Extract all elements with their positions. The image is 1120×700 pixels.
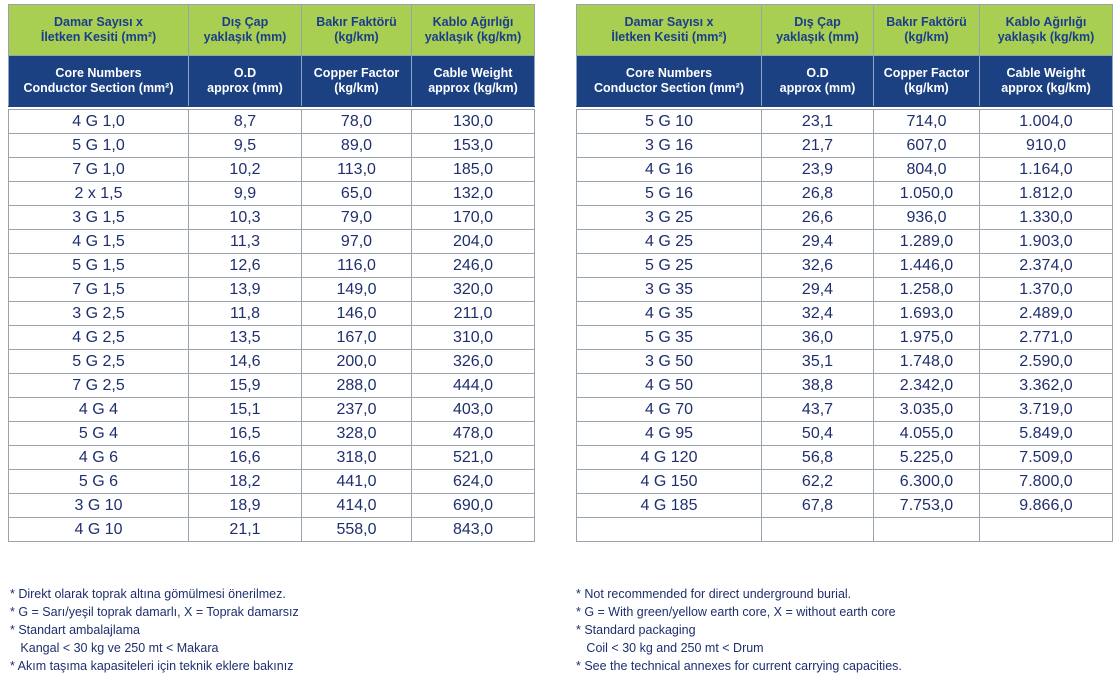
note-line: Coil < 30 kg and 250 mt < Drum: [576, 641, 764, 655]
cell-cable-weight: 521,0: [412, 446, 535, 470]
cell-outer-diameter: 9,9: [189, 182, 302, 206]
cell-core-section: 5 G 35: [577, 326, 762, 350]
notes-turkish: [10, 585, 299, 675]
table-row: [577, 446, 1113, 470]
cell-copper-factor: 7.753,0: [874, 494, 980, 518]
cell-core-section: 4 G 4: [9, 398, 189, 422]
table-row: [577, 422, 1113, 446]
table-row: [9, 470, 535, 494]
note-line: Kangal < 30 kg ve 250 mt < Makara: [10, 641, 219, 655]
cell-copper-factor: 79,0: [302, 206, 412, 230]
table-row: [577, 158, 1113, 182]
table-row: [9, 158, 535, 182]
cell-copper-factor: 1.975,0: [874, 326, 980, 350]
cell-cable-weight: 170,0: [412, 206, 535, 230]
cell-outer-diameter: 29,4: [762, 278, 874, 302]
cell-cable-weight: 310,0: [412, 326, 535, 350]
note-line: * Standard packaging: [576, 623, 696, 637]
cell-cable-weight: 478,0: [412, 422, 535, 446]
table-row: [9, 422, 535, 446]
cell-cable-weight: 130,0: [412, 110, 535, 134]
cell-outer-diameter: 10,3: [189, 206, 302, 230]
table-row: [577, 302, 1113, 326]
cell-cable-weight: 3.362,0: [980, 374, 1113, 398]
table-body-left: [9, 110, 535, 542]
note-line: * Standart ambalajlama: [10, 623, 140, 637]
cell-cable-weight: 690,0: [412, 494, 535, 518]
cell-core-section: 4 G 16: [577, 158, 762, 182]
header-outer-diameter-tr: Dış Çap yaklaşık (mm): [762, 5, 874, 56]
cell-cable-weight: 7.509,0: [980, 446, 1113, 470]
table-row: [577, 350, 1113, 374]
table-row: [9, 110, 535, 134]
cell-core-section: 4 G 6: [9, 446, 189, 470]
cell-cable-weight: 204,0: [412, 230, 535, 254]
header-core-section-tr: Damar Sayısı x İletken Kesiti (mm²): [9, 5, 189, 56]
cell-outer-diameter: 26,8: [762, 182, 874, 206]
cell-copper-factor: 558,0: [302, 518, 412, 542]
table-row: [577, 206, 1113, 230]
cell-outer-diameter: 23,9: [762, 158, 874, 182]
cell-copper-factor: 5.225,0: [874, 446, 980, 470]
cell-outer-diameter: 11,8: [189, 302, 302, 326]
table-row: [9, 302, 535, 326]
header-copper-factor-en: Copper Factor (kg/km): [302, 56, 412, 107]
note-line: * G = With green/yellow earth core, X = without earth core: [576, 605, 896, 619]
cell-copper-factor: 89,0: [302, 134, 412, 158]
note-line: * G = Sarı/yeşil toprak damarlı, X = Toprak damarsız: [10, 605, 299, 619]
table-row: [577, 326, 1113, 350]
cell-cable-weight: 2.771,0: [980, 326, 1113, 350]
cell-cable-weight: 1.903,0: [980, 230, 1113, 254]
cell-core-section: 7 G 1,0: [9, 158, 189, 182]
table-row: [9, 254, 535, 278]
table-row: [577, 374, 1113, 398]
cell-outer-diameter: 21,1: [189, 518, 302, 542]
cell-outer-diameter: 62,2: [762, 470, 874, 494]
header-row-turkish: [577, 5, 1113, 56]
cell-outer-diameter: 14,6: [189, 350, 302, 374]
cell-outer-diameter: 32,4: [762, 302, 874, 326]
cell-cable-weight: 444,0: [412, 374, 535, 398]
cell-core-section: [577, 518, 762, 542]
cell-cable-weight: 624,0: [412, 470, 535, 494]
note-line: * See the technical annexes for current carrying capacities.: [576, 659, 902, 673]
table-row: [9, 374, 535, 398]
cell-core-section: 5 G 4: [9, 422, 189, 446]
cell-cable-weight: 2.590,0: [980, 350, 1113, 374]
table-row: [577, 110, 1113, 134]
table-row: [577, 254, 1113, 278]
cell-core-section: 7 G 1,5: [9, 278, 189, 302]
cell-copper-factor: 78,0: [302, 110, 412, 134]
cell-core-section: 4 G 1,5: [9, 230, 189, 254]
cell-outer-diameter: 43,7: [762, 398, 874, 422]
cell-outer-diameter: 18,9: [189, 494, 302, 518]
header-row-english: [577, 56, 1113, 107]
cell-copper-factor: 607,0: [874, 134, 980, 158]
table-row: [9, 518, 535, 542]
table-row: [9, 134, 535, 158]
cell-core-section: 4 G 150: [577, 470, 762, 494]
table-row: [577, 134, 1113, 158]
table-row: [9, 494, 535, 518]
cell-core-section: 5 G 6: [9, 470, 189, 494]
cell-cable-weight: 185,0: [412, 158, 535, 182]
cell-core-section: 4 G 50: [577, 374, 762, 398]
cell-outer-diameter: 21,7: [762, 134, 874, 158]
cell-core-section: 3 G 10: [9, 494, 189, 518]
table-row: [9, 350, 535, 374]
cell-outer-diameter: 15,9: [189, 374, 302, 398]
cell-cable-weight: 3.719,0: [980, 398, 1113, 422]
cell-copper-factor: 441,0: [302, 470, 412, 494]
cell-core-section: 3 G 16: [577, 134, 762, 158]
cell-core-section: 4 G 1,0: [9, 110, 189, 134]
cell-core-section: 7 G 2,5: [9, 374, 189, 398]
header-core-section-tr: Damar Sayısı x İletken Kesiti (mm²): [577, 5, 762, 56]
table-row: [577, 470, 1113, 494]
cell-cable-weight: 246,0: [412, 254, 535, 278]
cell-cable-weight: 843,0: [412, 518, 535, 542]
cell-copper-factor: 1.446,0: [874, 254, 980, 278]
cell-core-section: 5 G 2,5: [9, 350, 189, 374]
table-row: [577, 182, 1113, 206]
cell-cable-weight: 153,0: [412, 134, 535, 158]
cell-outer-diameter: 56,8: [762, 446, 874, 470]
cell-copper-factor: 3.035,0: [874, 398, 980, 422]
cell-outer-diameter: 16,6: [189, 446, 302, 470]
cell-copper-factor: 167,0: [302, 326, 412, 350]
header-cable-weight-en: Cable Weight approx (kg/km): [980, 56, 1113, 107]
cell-copper-factor: 288,0: [302, 374, 412, 398]
cell-outer-diameter: 36,0: [762, 326, 874, 350]
cell-copper-factor: 200,0: [302, 350, 412, 374]
cell-copper-factor: 6.300,0: [874, 470, 980, 494]
header-copper-factor-tr: Bakır Faktörü (kg/km): [302, 5, 412, 56]
cell-core-section: 5 G 25: [577, 254, 762, 278]
cell-core-section: 4 G 35: [577, 302, 762, 326]
cell-outer-diameter: 35,1: [762, 350, 874, 374]
cable-spec-table-right: [576, 4, 1113, 542]
cell-cable-weight: [980, 518, 1113, 542]
header-cable-weight-tr: Kablo Ağırlığı yaklaşık (kg/km): [980, 5, 1113, 56]
cell-copper-factor: 318,0: [302, 446, 412, 470]
cell-core-section: 5 G 10: [577, 110, 762, 134]
cell-copper-factor: 146,0: [302, 302, 412, 326]
table-row: [577, 278, 1113, 302]
header-core-section-en: Core Numbers Conductor Section (mm²): [9, 56, 189, 107]
header-outer-diameter-en: O.D approx (mm): [189, 56, 302, 107]
cell-core-section: 3 G 25: [577, 206, 762, 230]
cell-cable-weight: 1.164,0: [980, 158, 1113, 182]
cell-outer-diameter: [762, 518, 874, 542]
cell-copper-factor: 1.748,0: [874, 350, 980, 374]
header-core-section-en: Core Numbers Conductor Section (mm²): [577, 56, 762, 107]
cell-cable-weight: 403,0: [412, 398, 535, 422]
cell-outer-diameter: 23,1: [762, 110, 874, 134]
header-outer-diameter-en: O.D approx (mm): [762, 56, 874, 107]
table-row: [577, 230, 1113, 254]
cell-cable-weight: 1.330,0: [980, 206, 1113, 230]
header-outer-diameter-tr: Dış Çap yaklaşık (mm): [189, 5, 302, 56]
table-row: [9, 206, 535, 230]
cell-cable-weight: 2.374,0: [980, 254, 1113, 278]
header-cable-weight-en: Cable Weight approx (kg/km): [412, 56, 535, 107]
cell-cable-weight: 2.489,0: [980, 302, 1113, 326]
cell-cable-weight: 326,0: [412, 350, 535, 374]
cell-cable-weight: 9.866,0: [980, 494, 1113, 518]
cell-core-section: 4 G 25: [577, 230, 762, 254]
cable-spec-table-left: [8, 4, 535, 542]
cell-copper-factor: 1.050,0: [874, 182, 980, 206]
cell-cable-weight: 211,0: [412, 302, 535, 326]
cell-outer-diameter: 67,8: [762, 494, 874, 518]
cell-copper-factor: 237,0: [302, 398, 412, 422]
cell-core-section: 5 G 1,0: [9, 134, 189, 158]
cell-copper-factor: [874, 518, 980, 542]
cell-core-section: 2 x 1,5: [9, 182, 189, 206]
table-row: [577, 518, 1113, 542]
table-row: [577, 398, 1113, 422]
table-row: [9, 446, 535, 470]
table-row: [9, 278, 535, 302]
cell-outer-diameter: 8,7: [189, 110, 302, 134]
header-row-english: [9, 56, 535, 107]
cell-copper-factor: 1.693,0: [874, 302, 980, 326]
cell-outer-diameter: 29,4: [762, 230, 874, 254]
cell-cable-weight: 1.004,0: [980, 110, 1113, 134]
table-row: [9, 326, 535, 350]
cell-outer-diameter: 38,8: [762, 374, 874, 398]
cell-copper-factor: 97,0: [302, 230, 412, 254]
cell-core-section: 4 G 95: [577, 422, 762, 446]
cell-outer-diameter: 50,4: [762, 422, 874, 446]
cell-outer-diameter: 10,2: [189, 158, 302, 182]
cell-cable-weight: 1.812,0: [980, 182, 1113, 206]
cell-copper-factor: 2.342,0: [874, 374, 980, 398]
cell-copper-factor: 1.289,0: [874, 230, 980, 254]
cell-core-section: 5 G 1,5: [9, 254, 189, 278]
cell-outer-diameter: 16,5: [189, 422, 302, 446]
cell-copper-factor: 65,0: [302, 182, 412, 206]
table-row: [9, 398, 535, 422]
cell-core-section: 4 G 120: [577, 446, 762, 470]
cell-core-section: 3 G 1,5: [9, 206, 189, 230]
note-line: * Direkt olarak toprak altına gömülmesi önerilmez.: [10, 587, 286, 601]
cell-core-section: 4 G 70: [577, 398, 762, 422]
cell-core-section: 5 G 16: [577, 182, 762, 206]
cell-outer-diameter: 13,5: [189, 326, 302, 350]
header-copper-factor-en: Copper Factor (kg/km): [874, 56, 980, 107]
note-line: * Not recommended for direct underground burial.: [576, 587, 852, 601]
cell-outer-diameter: 26,6: [762, 206, 874, 230]
cell-cable-weight: 320,0: [412, 278, 535, 302]
cell-copper-factor: 1.258,0: [874, 278, 980, 302]
cell-cable-weight: 7.800,0: [980, 470, 1113, 494]
header-copper-factor-tr: Bakır Faktörü (kg/km): [874, 5, 980, 56]
cell-outer-diameter: 12,6: [189, 254, 302, 278]
table-row: [9, 230, 535, 254]
cell-copper-factor: 149,0: [302, 278, 412, 302]
cell-outer-diameter: 15,1: [189, 398, 302, 422]
table-body-right: [577, 110, 1113, 542]
cell-outer-diameter: 13,9: [189, 278, 302, 302]
cell-cable-weight: 5.849,0: [980, 422, 1113, 446]
cell-copper-factor: 804,0: [874, 158, 980, 182]
cell-copper-factor: 116,0: [302, 254, 412, 278]
header-cable-weight-tr: Kablo Ağırlığı yaklaşık (kg/km): [412, 5, 535, 56]
cell-copper-factor: 113,0: [302, 158, 412, 182]
cell-copper-factor: 328,0: [302, 422, 412, 446]
cell-core-section: 3 G 50: [577, 350, 762, 374]
cell-core-section: 4 G 2,5: [9, 326, 189, 350]
cell-cable-weight: 132,0: [412, 182, 535, 206]
cell-outer-diameter: 32,6: [762, 254, 874, 278]
note-line: * Akım taşıma kapasiteleri için teknik eklere bakınız: [10, 659, 294, 673]
cell-core-section: 4 G 10: [9, 518, 189, 542]
cell-core-section: 3 G 2,5: [9, 302, 189, 326]
cell-outer-diameter: 9,5: [189, 134, 302, 158]
cell-copper-factor: 4.055,0: [874, 422, 980, 446]
cell-outer-diameter: 18,2: [189, 470, 302, 494]
cell-outer-diameter: 11,3: [189, 230, 302, 254]
notes-english: [576, 585, 902, 675]
table-row: [9, 182, 535, 206]
cell-copper-factor: 414,0: [302, 494, 412, 518]
table-row: [577, 494, 1113, 518]
cell-copper-factor: 714,0: [874, 110, 980, 134]
cell-core-section: 3 G 35: [577, 278, 762, 302]
cell-copper-factor: 936,0: [874, 206, 980, 230]
cell-cable-weight: 1.370,0: [980, 278, 1113, 302]
header-row-turkish: [9, 5, 535, 56]
cell-cable-weight: 910,0: [980, 134, 1113, 158]
cell-core-section: 4 G 185: [577, 494, 762, 518]
